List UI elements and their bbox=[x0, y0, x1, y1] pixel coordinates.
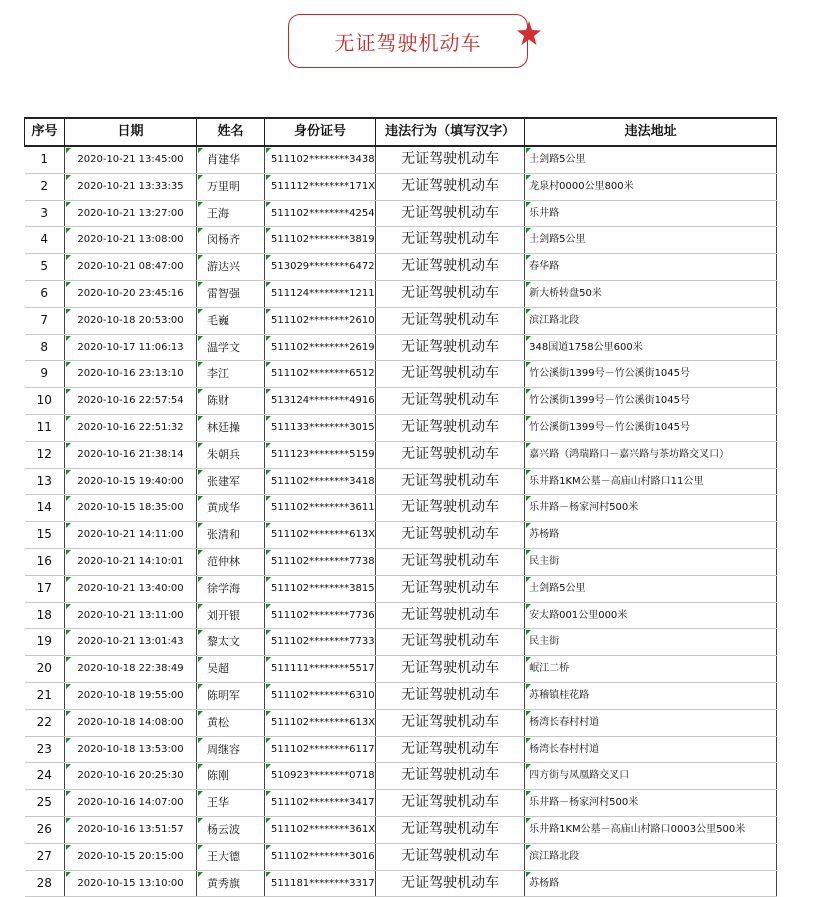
row-id-number: 511123********5159 bbox=[265, 441, 376, 468]
row-id-number: 511102********3016 bbox=[265, 843, 376, 870]
row-address: 竹公溪街1399号－竹公溪街1045号 bbox=[525, 388, 777, 415]
row-name: 陈刚 bbox=[197, 763, 265, 790]
row-date: 2020-10-16 21:38:14 bbox=[65, 441, 197, 468]
row-date: 2020-10-16 13:51:57 bbox=[65, 816, 197, 843]
row-id-number: 510923********0718 bbox=[265, 763, 376, 790]
row-violation: 无证驾驶机动车 bbox=[376, 629, 525, 656]
row-serial: 4 bbox=[25, 227, 65, 254]
table-row bbox=[25, 522, 777, 549]
row-address: 岷江二桥 bbox=[525, 656, 777, 683]
row-id-number: 511102********7738 bbox=[265, 548, 376, 575]
header-address: 违法地址 bbox=[525, 118, 777, 146]
table-row bbox=[25, 870, 777, 897]
row-violation: 无证驾驶机动车 bbox=[376, 200, 525, 227]
row-id-number: 511102********613X bbox=[265, 522, 376, 549]
row-serial: 7 bbox=[25, 307, 65, 334]
row-violation: 无证驾驶机动车 bbox=[376, 763, 525, 790]
row-name: 范仲林 bbox=[197, 548, 265, 575]
page-title-text: 无证驾驶机动车 bbox=[334, 30, 482, 55]
table-row bbox=[25, 790, 777, 817]
row-id-number: 513029********6472 bbox=[265, 254, 376, 281]
table-row bbox=[25, 441, 777, 468]
row-id-number: 511124********1211 bbox=[265, 280, 376, 307]
table-row bbox=[25, 280, 777, 307]
row-address: 龙泉村0000公里800米 bbox=[525, 173, 777, 200]
row-address: 苏杨路 bbox=[525, 522, 777, 549]
row-address: 348国道1758公里600米 bbox=[525, 334, 777, 361]
row-violation: 无证驾驶机动车 bbox=[376, 522, 525, 549]
row-id-number: 511111********5517 bbox=[265, 656, 376, 683]
row-name: 李江 bbox=[197, 361, 265, 388]
row-name: 万里明 bbox=[197, 173, 265, 200]
table-row bbox=[25, 414, 777, 441]
page-title bbox=[288, 14, 528, 68]
row-violation: 无证驾驶机动车 bbox=[376, 334, 525, 361]
row-serial: 24 bbox=[25, 763, 65, 790]
row-name: 张清和 bbox=[197, 522, 265, 549]
row-address: 土剑路5公里 bbox=[525, 227, 777, 254]
row-violation: 无证驾驶机动车 bbox=[376, 414, 525, 441]
table-row bbox=[25, 361, 777, 388]
row-date: 2020-10-15 13:10:00 bbox=[65, 870, 197, 897]
row-serial: 26 bbox=[25, 816, 65, 843]
row-date: 2020-10-18 20:53:00 bbox=[65, 307, 197, 334]
row-date: 2020-10-21 13:27:00 bbox=[65, 200, 197, 227]
row-id-number: 511102********6117 bbox=[265, 736, 376, 763]
row-address: 民主街 bbox=[525, 629, 777, 656]
table-row bbox=[25, 146, 777, 173]
row-serial: 27 bbox=[25, 843, 65, 870]
row-id-number: 511102********4254 bbox=[265, 200, 376, 227]
row-date: 2020-10-15 18:35:00 bbox=[65, 495, 197, 522]
row-name: 王华 bbox=[197, 790, 265, 817]
row-address: 乐井路1KM公墓－高庙山村路口11公里 bbox=[525, 468, 777, 495]
row-address: 土剑路5公里 bbox=[525, 575, 777, 602]
table-row bbox=[25, 254, 777, 281]
row-date: 2020-10-21 13:08:00 bbox=[65, 227, 197, 254]
table-row bbox=[25, 763, 777, 790]
row-serial: 16 bbox=[25, 548, 65, 575]
row-serial: 21 bbox=[25, 682, 65, 709]
row-id-number: 511102********3611 bbox=[265, 495, 376, 522]
row-name: 黎太文 bbox=[197, 629, 265, 656]
row-date: 2020-10-18 13:53:00 bbox=[65, 736, 197, 763]
violations-table bbox=[24, 117, 777, 897]
row-name: 温学文 bbox=[197, 334, 265, 361]
row-address: 滨江路北段 bbox=[525, 307, 777, 334]
row-id-number: 511102********613X bbox=[265, 709, 376, 736]
row-id-number: 511102********2610 bbox=[265, 307, 376, 334]
row-violation: 无证驾驶机动车 bbox=[376, 736, 525, 763]
table-row bbox=[25, 548, 777, 575]
row-id-number: 511102********3418 bbox=[265, 468, 376, 495]
table-row bbox=[25, 495, 777, 522]
row-address: 安太路001公里000米 bbox=[525, 602, 777, 629]
row-name: 张建军 bbox=[197, 468, 265, 495]
row-date: 2020-10-17 11:06:13 bbox=[65, 334, 197, 361]
row-id-number: 511102********2619 bbox=[265, 334, 376, 361]
row-name: 陈明军 bbox=[197, 682, 265, 709]
table-row bbox=[25, 227, 777, 254]
row-address: 乐井路1KM公墓－高庙山村路口0003公里500米 bbox=[525, 816, 777, 843]
row-address: 杨湾长春村村道 bbox=[525, 736, 777, 763]
row-serial: 3 bbox=[25, 200, 65, 227]
row-address: 嘉兴路（鸿瑞路口－嘉兴路与茶坊路交叉口） bbox=[525, 441, 777, 468]
row-serial: 9 bbox=[25, 361, 65, 388]
row-date: 2020-10-18 22:38:49 bbox=[65, 656, 197, 683]
row-name: 徐学海 bbox=[197, 575, 265, 602]
row-address: 四方街与凤凰路交叉口 bbox=[525, 763, 777, 790]
row-name: 朱朝兵 bbox=[197, 441, 265, 468]
row-name: 毛巍 bbox=[197, 307, 265, 334]
row-id-number: 511102********3417 bbox=[265, 790, 376, 817]
row-name: 林廷操 bbox=[197, 414, 265, 441]
row-violation: 无证驾驶机动车 bbox=[376, 790, 525, 817]
row-date: 2020-10-21 08:47:00 bbox=[65, 254, 197, 281]
row-violation: 无证驾驶机动车 bbox=[376, 468, 525, 495]
row-date: 2020-10-21 13:45:00 bbox=[65, 146, 197, 173]
table-row bbox=[25, 200, 777, 227]
row-serial: 11 bbox=[25, 414, 65, 441]
row-address: 土剑路5公里 bbox=[525, 146, 777, 173]
row-name: 王海 bbox=[197, 200, 265, 227]
row-violation: 无证驾驶机动车 bbox=[376, 709, 525, 736]
row-date: 2020-10-16 22:51:32 bbox=[65, 414, 197, 441]
row-violation: 无证驾驶机动车 bbox=[376, 173, 525, 200]
row-name: 黄成华 bbox=[197, 495, 265, 522]
table-row bbox=[25, 334, 777, 361]
row-id-number: 511102********3438 bbox=[265, 146, 376, 173]
row-serial: 17 bbox=[25, 575, 65, 602]
row-address: 杨湾长春村村道 bbox=[525, 709, 777, 736]
row-id-number: 511102********7736 bbox=[265, 602, 376, 629]
row-violation: 无证驾驶机动车 bbox=[376, 361, 525, 388]
row-serial: 28 bbox=[25, 870, 65, 897]
row-address: 滨江路北段 bbox=[525, 843, 777, 870]
table-header-row bbox=[25, 118, 777, 146]
row-serial: 1 bbox=[25, 146, 65, 173]
star-icon bbox=[514, 18, 544, 48]
row-violation: 无证驾驶机动车 bbox=[376, 656, 525, 683]
row-address: 苏稽镇桂花路 bbox=[525, 682, 777, 709]
row-violation: 无证驾驶机动车 bbox=[376, 388, 525, 415]
row-id-number: 513124********4916 bbox=[265, 388, 376, 415]
row-date: 2020-10-21 13:01:43 bbox=[65, 629, 197, 656]
row-serial: 22 bbox=[25, 709, 65, 736]
row-serial: 18 bbox=[25, 602, 65, 629]
row-violation: 无证驾驶机动车 bbox=[376, 843, 525, 870]
table-body bbox=[25, 146, 777, 897]
row-id-number: 511133********3015 bbox=[265, 414, 376, 441]
row-name: 周继容 bbox=[197, 736, 265, 763]
row-serial: 8 bbox=[25, 334, 65, 361]
row-serial: 10 bbox=[25, 388, 65, 415]
table-row bbox=[25, 709, 777, 736]
row-date: 2020-10-15 19:40:00 bbox=[65, 468, 197, 495]
row-id-number: 511102********3819 bbox=[265, 227, 376, 254]
row-violation: 无证驾驶机动车 bbox=[376, 441, 525, 468]
row-address: 竹公溪街1399号－竹公溪街1045号 bbox=[525, 361, 777, 388]
row-serial: 20 bbox=[25, 656, 65, 683]
row-name: 杨云波 bbox=[197, 816, 265, 843]
row-name: 陈财 bbox=[197, 388, 265, 415]
table-row bbox=[25, 682, 777, 709]
row-violation: 无证驾驶机动车 bbox=[376, 495, 525, 522]
row-date: 2020-10-15 20:15:00 bbox=[65, 843, 197, 870]
row-address: 乐井路－杨家河村500米 bbox=[525, 495, 777, 522]
row-address: 苏杨路 bbox=[525, 870, 777, 897]
row-violation: 无证驾驶机动车 bbox=[376, 602, 525, 629]
table-row bbox=[25, 173, 777, 200]
table-row bbox=[25, 816, 777, 843]
row-date: 2020-10-16 22:57:54 bbox=[65, 388, 197, 415]
row-name: 肖建华 bbox=[197, 146, 265, 173]
row-violation: 无证驾驶机动车 bbox=[376, 254, 525, 281]
table-row bbox=[25, 736, 777, 763]
row-address: 民主街 bbox=[525, 548, 777, 575]
row-id-number: 511102********7733 bbox=[265, 629, 376, 656]
row-violation: 无证驾驶机动车 bbox=[376, 548, 525, 575]
row-id-number: 511181********3317 bbox=[265, 870, 376, 897]
header-name: 姓名 bbox=[197, 118, 265, 146]
row-address: 乐井路－杨家河村500米 bbox=[525, 790, 777, 817]
row-serial: 5 bbox=[25, 254, 65, 281]
row-date: 2020-10-21 14:11:00 bbox=[65, 522, 197, 549]
table-row bbox=[25, 575, 777, 602]
row-id-number: 511102********6310 bbox=[265, 682, 376, 709]
row-name: 刘开银 bbox=[197, 602, 265, 629]
row-address: 春华路 bbox=[525, 254, 777, 281]
table-row bbox=[25, 629, 777, 656]
row-address: 竹公溪街1399号－竹公溪街1045号 bbox=[525, 414, 777, 441]
row-serial: 15 bbox=[25, 522, 65, 549]
row-serial: 13 bbox=[25, 468, 65, 495]
row-date: 2020-10-18 14:08:00 bbox=[65, 709, 197, 736]
row-name: 黄松 bbox=[197, 709, 265, 736]
row-violation: 无证驾驶机动车 bbox=[376, 280, 525, 307]
row-violation: 无证驾驶机动车 bbox=[376, 575, 525, 602]
row-address: 乐井路 bbox=[525, 200, 777, 227]
row-violation: 无证驾驶机动车 bbox=[376, 227, 525, 254]
row-serial: 25 bbox=[25, 790, 65, 817]
table-row bbox=[25, 843, 777, 870]
row-id-number: 511102********361X bbox=[265, 816, 376, 843]
table-row bbox=[25, 388, 777, 415]
row-violation: 无证驾驶机动车 bbox=[376, 816, 525, 843]
row-name: 吴超 bbox=[197, 656, 265, 683]
row-name: 游达兴 bbox=[197, 254, 265, 281]
row-id-number: 511112********171X bbox=[265, 173, 376, 200]
row-violation: 无证驾驶机动车 bbox=[376, 870, 525, 897]
row-date: 2020-10-16 14:07:00 bbox=[65, 790, 197, 817]
row-date: 2020-10-21 13:11:00 bbox=[65, 602, 197, 629]
header-date: 日期 bbox=[65, 118, 197, 146]
row-serial: 19 bbox=[25, 629, 65, 656]
row-name: 雷智强 bbox=[197, 280, 265, 307]
header-violation: 违法行为（填写汉字） bbox=[376, 118, 525, 146]
header-id-number: 身份证号 bbox=[265, 118, 376, 146]
table-row bbox=[25, 602, 777, 629]
row-name: 王大德 bbox=[197, 843, 265, 870]
table-row bbox=[25, 656, 777, 683]
row-date: 2020-10-18 19:55:00 bbox=[65, 682, 197, 709]
row-serial: 12 bbox=[25, 441, 65, 468]
row-date: 2020-10-20 23:45:16 bbox=[65, 280, 197, 307]
row-date: 2020-10-21 14:10:01 bbox=[65, 548, 197, 575]
row-serial: 6 bbox=[25, 280, 65, 307]
row-violation: 无证驾驶机动车 bbox=[376, 682, 525, 709]
row-violation: 无证驾驶机动车 bbox=[376, 307, 525, 334]
row-serial: 2 bbox=[25, 173, 65, 200]
row-serial: 14 bbox=[25, 495, 65, 522]
row-date: 2020-10-16 23:13:10 bbox=[65, 361, 197, 388]
row-date: 2020-10-16 20:25:30 bbox=[65, 763, 197, 790]
row-serial: 23 bbox=[25, 736, 65, 763]
row-date: 2020-10-21 13:33:35 bbox=[65, 173, 197, 200]
table-row bbox=[25, 468, 777, 495]
table-row bbox=[25, 307, 777, 334]
row-id-number: 511102********3815 bbox=[265, 575, 376, 602]
row-violation: 无证驾驶机动车 bbox=[376, 146, 525, 173]
row-address: 新大桥转盘50米 bbox=[525, 280, 777, 307]
row-date: 2020-10-21 13:40:00 bbox=[65, 575, 197, 602]
row-name: 黄秀旗 bbox=[197, 870, 265, 897]
header-serial: 序号 bbox=[25, 118, 65, 146]
row-name: 闵杨齐 bbox=[197, 227, 265, 254]
row-id-number: 511102********6512 bbox=[265, 361, 376, 388]
